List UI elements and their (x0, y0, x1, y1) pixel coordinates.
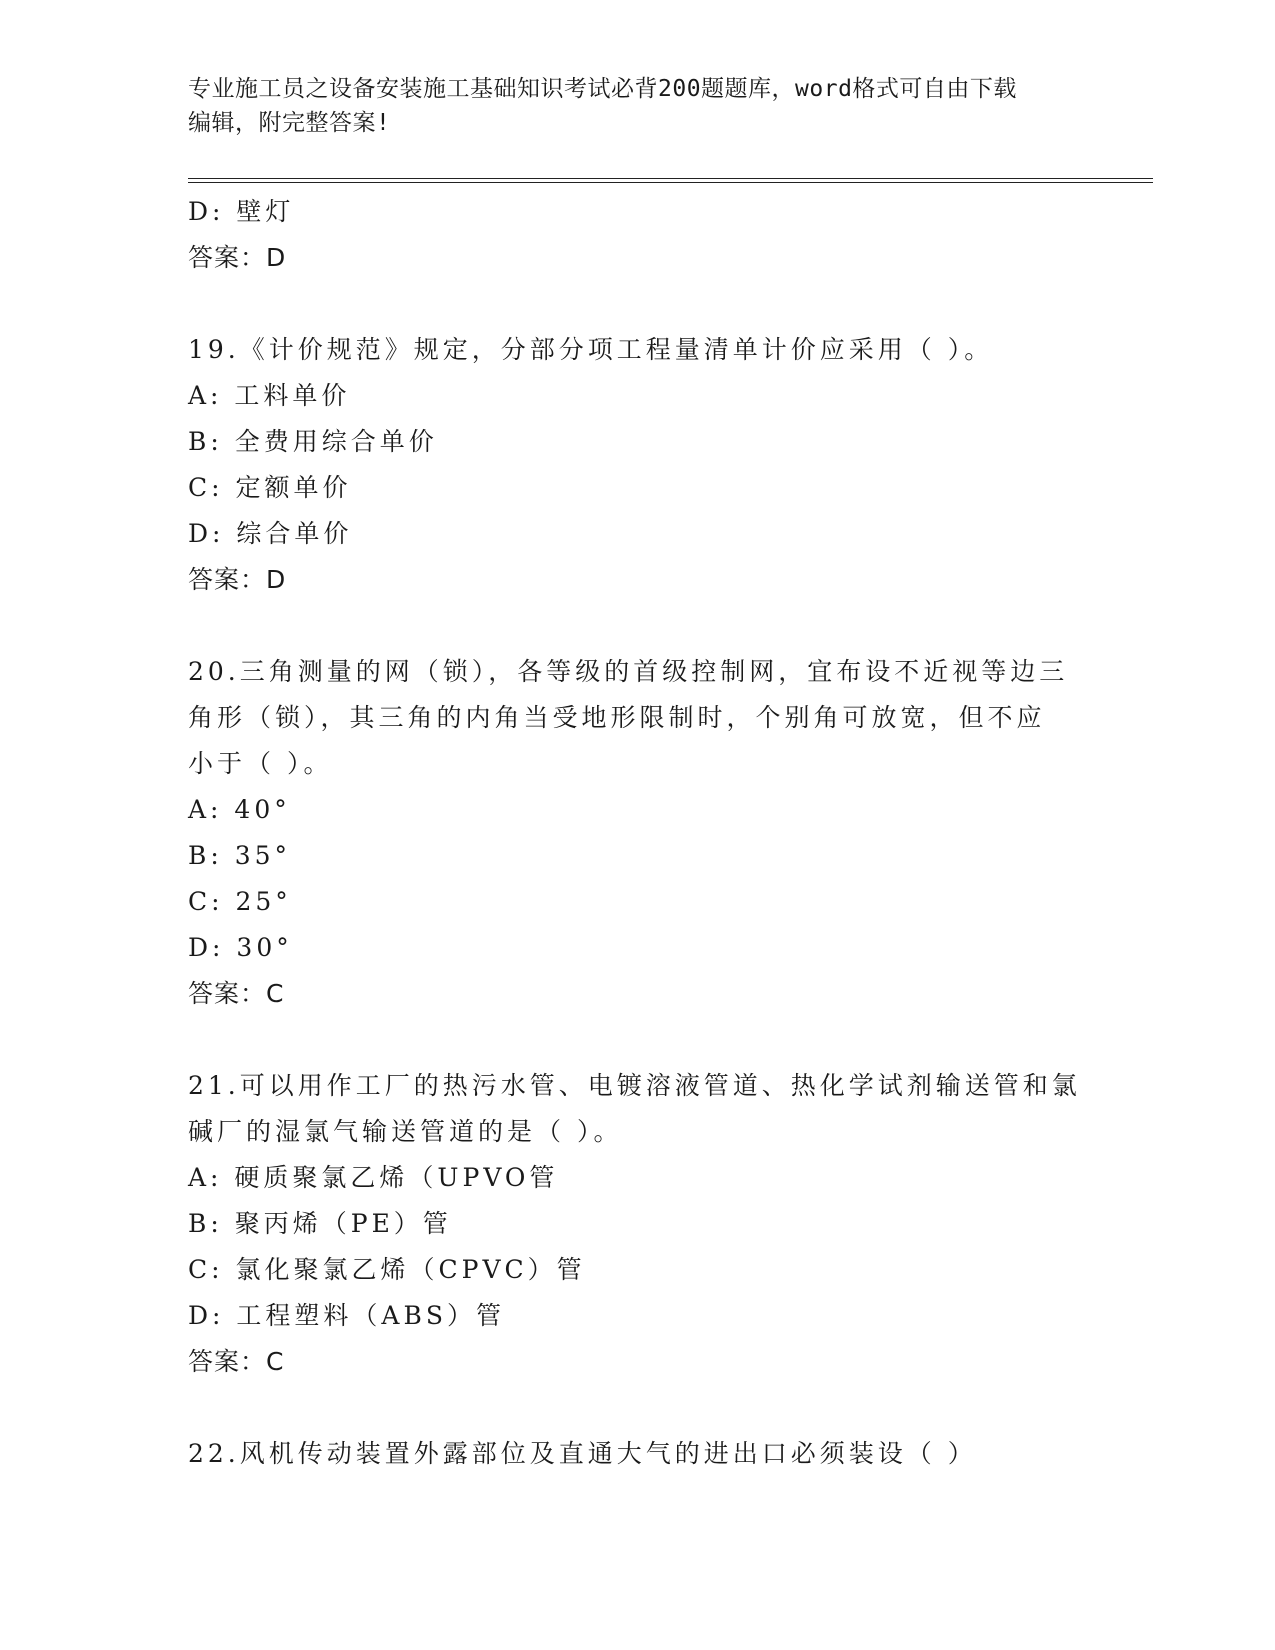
spacer (188, 1017, 1108, 1063)
header-title-line-2: 编辑，附完整答案! (188, 110, 391, 136)
question-22 (188, 1431, 1108, 1477)
option-a: A: 硬质聚氯乙烯（UPVO管 (188, 1163, 559, 1192)
question-19 (188, 327, 1108, 603)
answer: 答案：C (188, 1347, 285, 1376)
question-stem-line-2: 角形（锁），其三角的内角当受地形限制时，个别角可放宽，但不应 (188, 703, 1046, 732)
question-20 (188, 649, 1108, 1017)
option-d: D: 工程塑料（ABS）管 (188, 1301, 505, 1330)
spacer (188, 603, 1108, 649)
option-b: B: 聚丙烯（PE）管 (188, 1209, 452, 1238)
answer: 答案：D (188, 565, 287, 594)
option-a: A: 工料单价 (188, 381, 351, 410)
option-a: A: 40° (188, 795, 291, 824)
prev-option-d: D: 壁灯 (188, 197, 295, 226)
spacer (188, 281, 1108, 327)
question-list (188, 189, 1108, 1477)
header-divider (188, 178, 1153, 183)
option-d: D: 30° (188, 933, 293, 962)
option-b: B: 35° (188, 841, 292, 870)
question-stem-line-1: 21.可以用作工厂的热污水管、电镀溶液管道、热化学试剂输送管和氯 (188, 1071, 1081, 1100)
page-header (188, 72, 1088, 140)
option-c: C: 氯化聚氯乙烯（CPVC）管 (188, 1255, 586, 1284)
prev-answer: 答案：D (188, 243, 287, 272)
option-c: C: 定额单价 (188, 473, 352, 502)
question-stem: 19.《计价规范》规定，分部分项工程量清单计价应采用（ ）。 (188, 335, 994, 364)
spacer (188, 1385, 1108, 1431)
question-stem: 22.风机传动装置外露部位及直通大气的进出口必须装设（ ） (188, 1439, 977, 1468)
option-c: C: 25° (188, 887, 292, 916)
option-d: D: 综合单价 (188, 519, 353, 548)
question-stem-line-2: 碱厂的湿氯气输送管道的是（ ）。 (188, 1117, 623, 1146)
question-stem-line-1: 20.三角测量的网（锁），各等级的首级控制网，宜布设不近视等边三 (188, 657, 1069, 686)
header-title-line-1: 专业施工员之设备安装施工基础知识考试必背200题题库，word格式可自由下载 (188, 76, 1017, 102)
answer: 答案：C (188, 979, 285, 1008)
question-stem-line-3: 小于（ ）。 (188, 749, 333, 778)
option-b: B: 全费用综合单价 (188, 427, 438, 456)
question-21 (188, 1063, 1108, 1385)
